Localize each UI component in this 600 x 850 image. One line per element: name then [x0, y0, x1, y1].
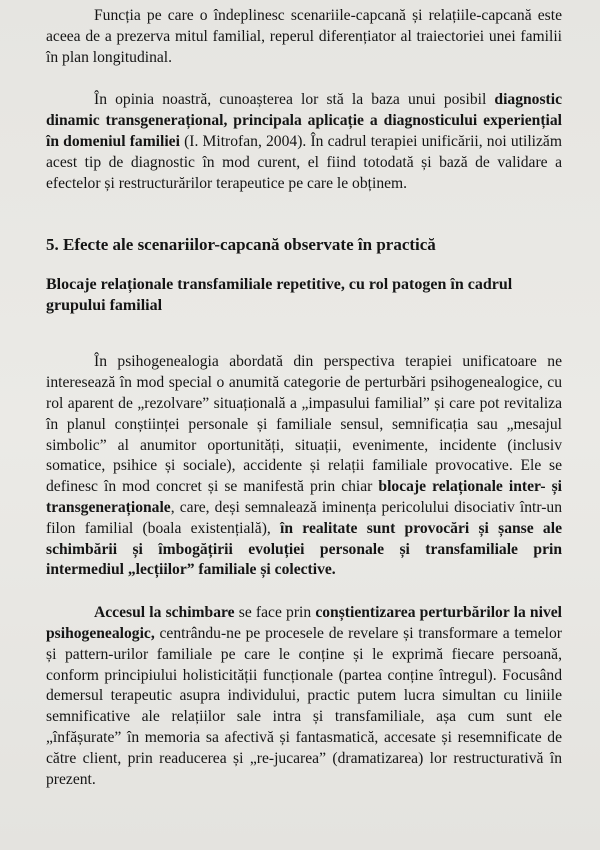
paragraph-psychogenealogy-bold-1: blocaje relaționale inter- și transgeneraționale: [46, 478, 562, 516]
paragraph-diagnostic: [46, 90, 562, 194]
paragraph-function: Funcția pe care o îndeplinesc scenariile-capcană și relațiile-capcană este aceea de a prezerva mitul familial, reperul diferențiator al traiectoriei unei familii în plan longitudinal.: [46, 7, 562, 66]
paragraph-diagnostic-bold: diagnostic dinamic transgenerațional, principala aplicație a diagnosticului experiențial în domeniul familiei: [46, 91, 562, 150]
paragraph-access-change-bold-1: Accesul la schimbare: [94, 604, 235, 622]
paragraph-access-change-bold-2: conștientizarea perturbărilor la nivel psihogenealogic,: [46, 604, 562, 642]
paragraph-psychogenealogy-text-1: În psihogenealogia abordată din perspectiva terapiei unificatoare ne interesează în mod special o anumită categorie de perturbări psihogenealogice, cu rol aparent de „rezolvare” situațională a „impasului familial” și care pot revitaliza în planul conștiinței personale și familiale sensul, semnificația sau „mesajul simbolic” al anumitor oportunități, situații, evenimente, incidente (inclusiv somatice, psihice și sociale), accidente și relații familiale provocative. Ele se definesc în mod concret și se manifestă prin chiar: [46, 353, 562, 496]
paragraph-psychogenealogy-bold-2: în realitate sunt provocări și șanse ale schimbării și îmbogățirii evoluției personale și transfamiliale prin intermediul „lecțiilor” familiale și colective.: [46, 519, 562, 579]
paragraph-access-change-text-1: se face prin: [234, 604, 316, 622]
paragraph-access-change-text-2: centrându-ne pe procesele de revelare și transformare a temelor și pattern-urilor familiale pe care le conține și le exprimă fiecare persoană, conform principiului holisticității funcționale (partea conține întregul). Focusând demersul terapeutic asupra individului, practic putem lucra simultan cu liniile semnificative ale relațiilor sale intra și transfamiliale, așa cum sunt ele „înfășurate” în memoria sa afectivă și fantasmatică, accesate și resemnificate de către client, prin readucerea și „re-jucarea” (dramatizarea) lor restructurativă în prezent.: [46, 624, 562, 788]
page-content: [46, 6, 562, 790]
paragraph-diagnostic-text-2: (I. Mitrofan, 2004). În cadrul terapiei unificării, noi utilizăm acest tip de diagnostic în mod curent, el fiind totodată și bază de validare a efectelor și restructurărilor terapeutice pe care le obținem.: [46, 132, 562, 192]
paragraph-diagnostic-text-1: În opinia noastră, cunoașterea lor stă la baza unui posibil: [94, 91, 495, 109]
paragraph-access-change: [46, 603, 562, 790]
subheading: Blocaje relaționale transfamiliale repetitive, cu rol patogen în cadrul grupului familial: [46, 276, 513, 315]
paragraph-psychogenealogy: [46, 352, 562, 581]
paragraph-psychogenealogy-text-2: , care, deși semnalează iminența pericolului disociativ într-un filon familial (boala existențială),: [46, 498, 562, 537]
section-heading: 5. Efecte ale scenariilor-capcană observate în practică: [46, 235, 436, 255]
